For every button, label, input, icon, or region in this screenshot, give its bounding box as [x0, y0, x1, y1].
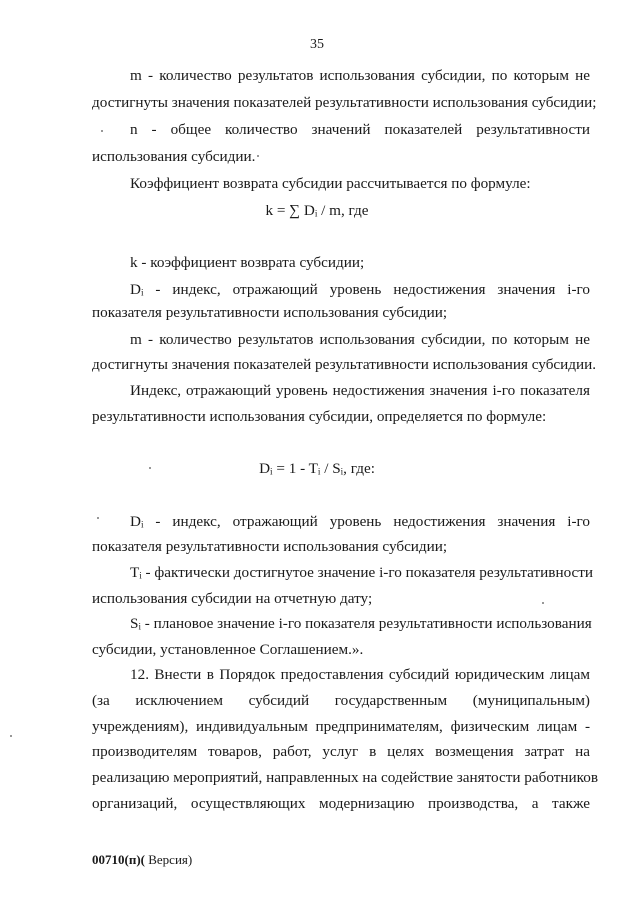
- text-line: Tᵢ - фактически достигнутое значение i-го показателя результативности: [130, 564, 594, 581]
- text-line: организаций, осуществляющих модернизацию производства, а также: [92, 795, 590, 812]
- scan-speck: [10, 735, 12, 737]
- text-line: m - количество результатов использования субсидии, по которым не: [130, 331, 590, 348]
- footer-version: Версия): [144, 852, 193, 867]
- text-line: реализацию мероприятий, направленных на содействие занятости работников: [92, 769, 599, 786]
- text-line: показателя результативности использования субсидии;: [92, 304, 448, 321]
- text-line: результативности использования субсидии, определяется по формуле:: [92, 408, 547, 425]
- text-line: Индекс, отражающий уровень недостижения значения i-го показателя: [130, 382, 590, 399]
- text-line: использования субсидии на отчетную дату;: [92, 590, 373, 607]
- text-line: достигнуты значения показателей результативности использования субсидии;: [92, 94, 597, 111]
- text-line: 12. Внести в Порядок предоставления субсидий юридическим лицам: [130, 666, 590, 683]
- text-line: n - общее количество значений показателей результативности: [130, 121, 590, 138]
- text-line: Sᵢ - плановое значение i-го показателя результативности использования: [130, 615, 592, 632]
- text-line: использования субсидии.: [92, 148, 256, 165]
- formula-k: k = ∑ Dᵢ / m, где: [265, 202, 369, 219]
- document-footer: [92, 852, 192, 868]
- text-line: m - количество результатов использования субсидии, по которым не: [130, 67, 590, 84]
- scan-speck: [257, 155, 259, 157]
- footer-code: 00710(п)(: [92, 852, 145, 867]
- formula-d: Dᵢ = 1 - Tᵢ / Sᵢ, где:: [259, 460, 375, 477]
- text-line: Dᵢ - индекс, отражающий уровень недостижения значения i-го: [130, 513, 590, 530]
- text-line: (за исключением субсидий государственным (муниципальным): [92, 692, 590, 709]
- text-line: субсидии, установленное Соглашением.».: [92, 641, 364, 658]
- text-line: Dᵢ - индекс, отражающий уровень недостижения значения i-го: [130, 281, 590, 298]
- page-number: 35: [310, 37, 324, 52]
- scan-speck: [97, 517, 99, 519]
- scan-speck: [101, 130, 103, 132]
- text-line: производителям товаров, работ, услуг в целях возмещения затрат на: [92, 743, 590, 760]
- text-line: Коэффициент возврата субсидии рассчитывается по формуле:: [130, 175, 531, 192]
- text-line: показателя результативности использования субсидии;: [92, 538, 448, 555]
- text-line: k - коэффициент возврата субсидии;: [130, 254, 365, 271]
- scan-speck: [542, 602, 544, 604]
- text-line: достигнуты значения показателей результативности использования субсидии.: [92, 356, 597, 373]
- text-line: учреждениям), индивидуальным предпринимателям, физическим лицам -: [92, 718, 590, 735]
- scan-speck: [149, 467, 151, 469]
